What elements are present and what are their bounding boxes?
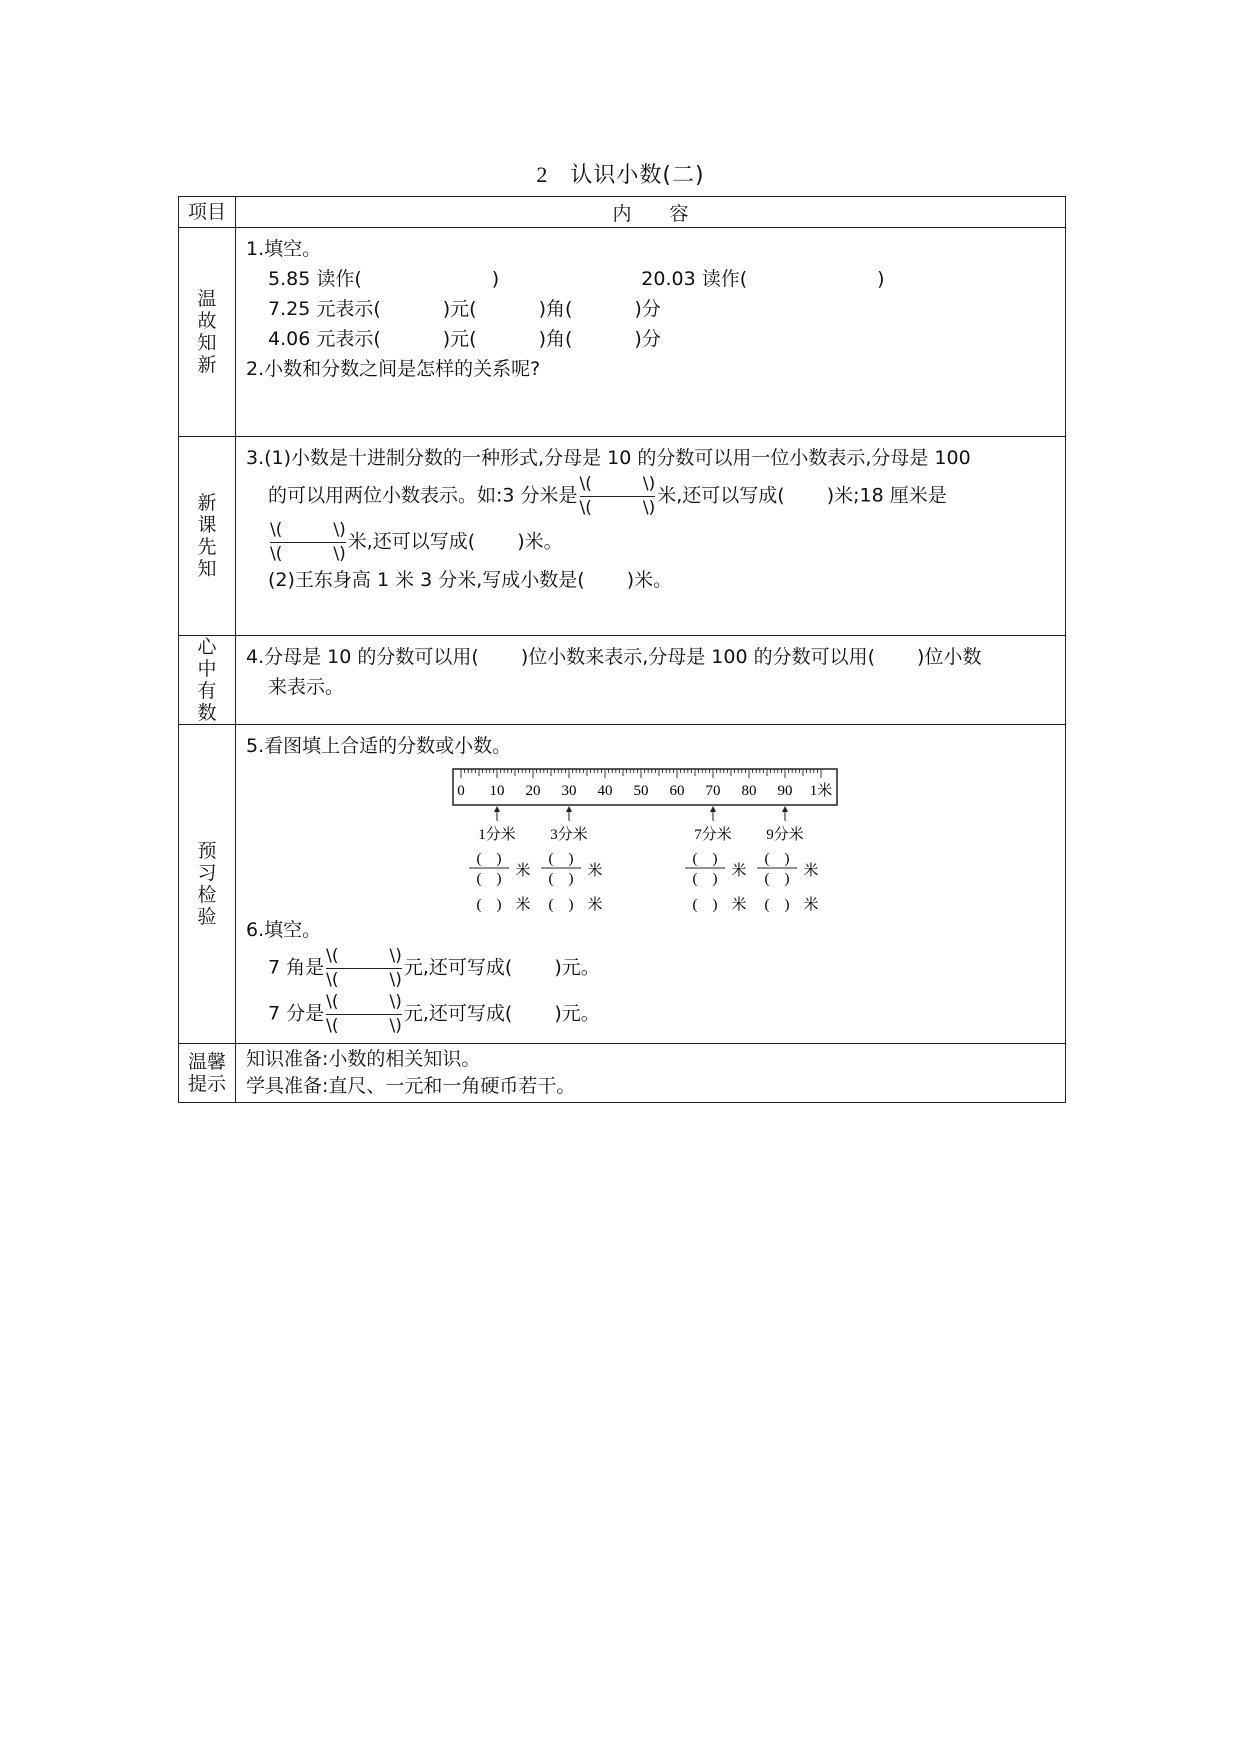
- ruler-tick-label: 30: [561, 783, 577, 799]
- pointer-arrowhead: [566, 806, 572, 812]
- ruler-tick-label: 10: [489, 783, 505, 799]
- row-review: [179, 228, 1066, 437]
- ruler-tick-label: 20: [525, 783, 541, 799]
- decimal-blank: ( ): [692, 897, 718, 913]
- unit-label: 米: [515, 863, 531, 879]
- title-text: 认识小数(二): [570, 163, 705, 188]
- ruler-tick-label: 70: [705, 783, 721, 799]
- ruler-tick-label: 90: [777, 783, 793, 799]
- q6-line-2: 7 分是 $\frac{\backslash( \backslash)}{\backslash( \backslash)}$ 元,还可写成( )元。: [268, 992, 600, 1036]
- label-preview: 新课先知: [179, 437, 236, 636]
- content-tips: [236, 1044, 1066, 1103]
- content-check: [236, 725, 1066, 1044]
- ruler-tick-label: 50: [633, 783, 649, 799]
- q1-line-3: 4.06 元表示( )元( )角( )分: [268, 328, 661, 350]
- pointer-label: 9分米: [766, 827, 804, 843]
- unit-label: 米: [587, 863, 603, 879]
- unit-label: 米: [731, 897, 747, 913]
- lesson-table: [178, 196, 1066, 1103]
- content-review: [236, 228, 1066, 437]
- fraction-numerator-blank: ( ): [764, 851, 790, 867]
- fraction-denominator-blank: ( ): [764, 871, 790, 887]
- q3-line-2: 的可以用两位小数表示。如:3 分米是 $\frac{\backslash( \backslash)}{\backslash( \backslash)}$ 米,还可以写成( )米;18 厘米是: [268, 474, 947, 518]
- fraction-numerator-blank: ( ): [692, 851, 718, 867]
- content-preview: [236, 437, 1066, 636]
- row-tips: [179, 1044, 1066, 1103]
- ruler-tick-label: 60: [669, 783, 685, 799]
- table-header-row: [179, 197, 1066, 228]
- fraction-numerator-blank: ( ): [476, 851, 502, 867]
- unit-label: 米: [515, 897, 531, 913]
- page-title: [0, 158, 1241, 189]
- row-mind: [179, 636, 1066, 725]
- fraction-blank: $\frac{\backslash( \backslash)}{\backslash( \backslash)}$: [326, 946, 402, 990]
- pointer-label: 3分米: [550, 827, 588, 843]
- q1-line-1: 5.85 读作( ) 20.03 读作( ): [268, 268, 885, 290]
- row-check: [179, 725, 1066, 1044]
- q2-text: 2.小数和分数之间是怎样的关系呢?: [246, 358, 541, 380]
- ruler-tick-label: 1米: [809, 783, 833, 799]
- fraction-blank: $\frac{\backslash( \backslash)}{\backslash( \backslash)}$: [579, 474, 656, 518]
- unit-label: 米: [803, 897, 819, 913]
- row-preview: [179, 437, 1066, 636]
- decimal-blank: ( ): [764, 897, 790, 913]
- fraction-numerator-blank: ( ): [548, 851, 574, 867]
- pointer-arrowhead: [710, 806, 716, 812]
- unit-label: 米: [587, 897, 603, 913]
- label-check: 预习检验: [179, 725, 236, 1044]
- tip-2: 学具准备:直尺、一元和一角硬币若干。: [246, 1075, 576, 1097]
- q6-line-1: 7 角是 $\frac{\backslash( \backslash)}{\backslash( \backslash)}$ 元,还可写成( )元。: [268, 946, 600, 990]
- q3-line-3: $\frac{\backslash( \backslash)}{\backslash( \backslash)}$ 米,还可以写成( )米。: [270, 520, 563, 564]
- q1-line-2: 7.25 元表示( )元( )角( )分: [268, 298, 661, 320]
- pointer-label: 1分米: [478, 827, 516, 843]
- ruler-tick-label: 0: [457, 783, 465, 799]
- pointer-arrowhead: [494, 806, 500, 812]
- ruler-tick-label: 80: [741, 783, 757, 799]
- pointer-label: 7分米: [694, 827, 732, 843]
- label-tips: 温馨提示: [179, 1044, 236, 1103]
- fraction-blank: $\frac{\backslash( \backslash)}{\backslash( \backslash)}$: [270, 520, 346, 564]
- q1-title: 1.填空。: [246, 238, 322, 260]
- title-number: 2: [536, 162, 549, 187]
- unit-label: 米: [731, 863, 747, 879]
- ruler-svg: [451, 765, 871, 915]
- label-mind: 心中有数: [179, 636, 236, 725]
- fraction-denominator-blank: ( ): [692, 871, 718, 887]
- decimal-blank: ( ): [476, 897, 502, 913]
- q4-line-1: 4.分母是 10 的分数可以用( )位小数来表示,分母是 100 的分数可以用( )位小数: [246, 646, 982, 668]
- pointer-arrowhead: [782, 806, 788, 812]
- header-item: 项目: [179, 197, 236, 228]
- q4-line-2: 来表示。: [268, 676, 345, 698]
- tip-1: 知识准备:小数的相关知识。: [246, 1048, 481, 1070]
- q3-line-1: 3.(1)小数是十进制分数的一种形式,分母是 10 的分数可以用一位小数表示,分母是 100: [246, 447, 971, 469]
- fraction-denominator-blank: ( ): [548, 871, 574, 887]
- q6-title: 6.填空。: [246, 919, 322, 941]
- label-review: 温故知新: [179, 228, 236, 437]
- ruler-figure: [451, 765, 871, 915]
- ruler-tick-label: 40: [597, 783, 613, 799]
- fraction-denominator-blank: ( ): [476, 871, 502, 887]
- content-mind: [236, 636, 1066, 725]
- fraction-blank: $\frac{\backslash( \backslash)}{\backslash( \backslash)}$: [326, 992, 402, 1036]
- unit-label: 米: [803, 863, 819, 879]
- q5-text: 5.看图填上合适的分数或小数。: [246, 735, 512, 757]
- decimal-blank: ( ): [548, 897, 574, 913]
- header-content: 内 容: [236, 197, 1066, 228]
- q3-line-4: (2)王东身高 1 米 3 分米,写成小数是( )米。: [268, 569, 673, 591]
